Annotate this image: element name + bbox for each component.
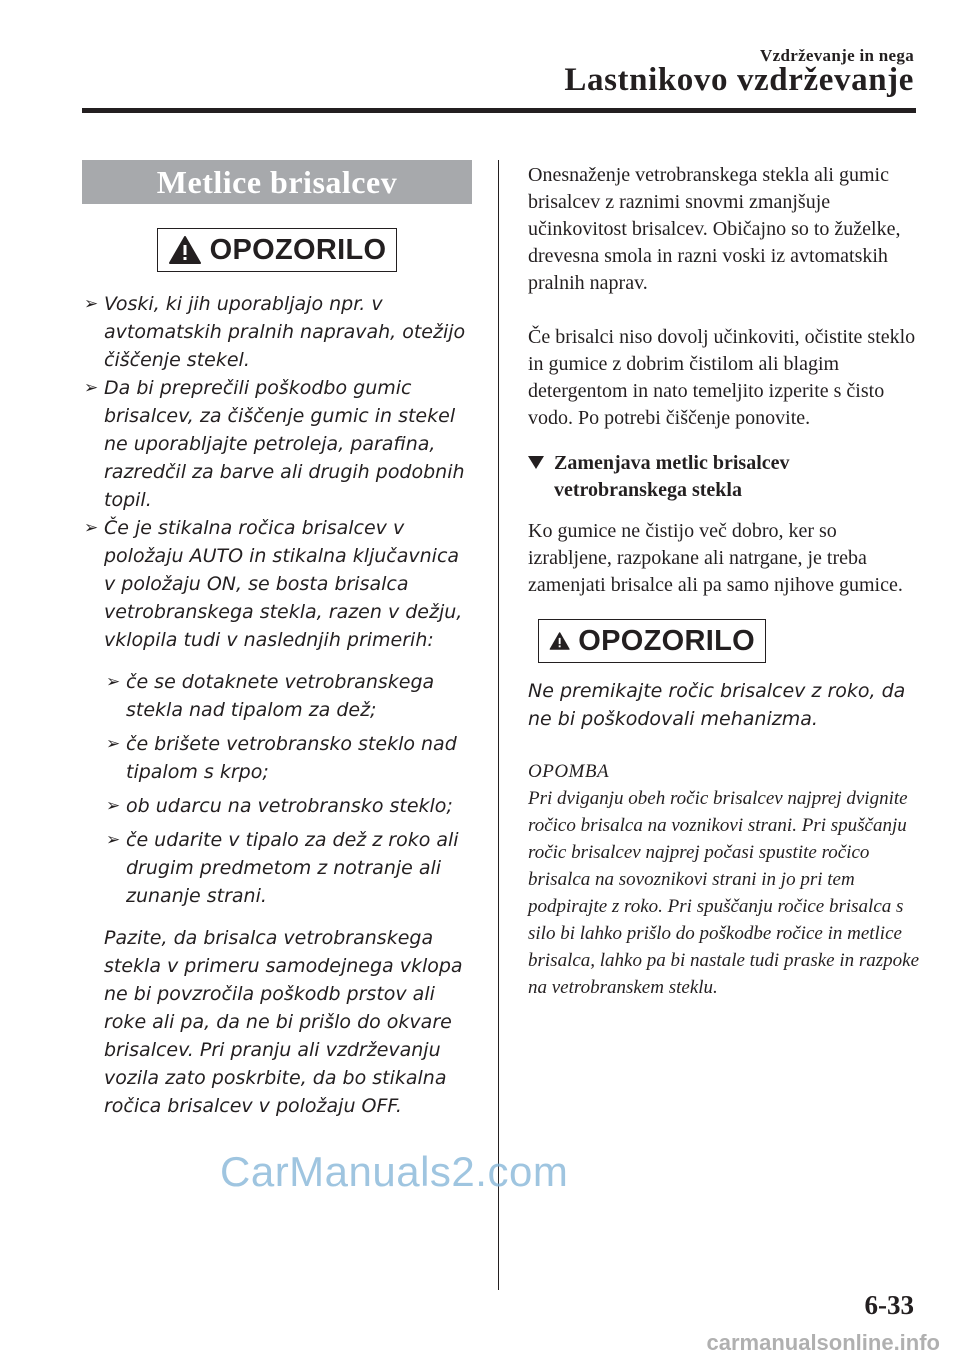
column-divider — [498, 160, 499, 1290]
sub-list-item-text: če brišete vetrobransko steklo nad tipalom s krpo; — [126, 733, 457, 783]
note-text: Pri dviganju obeh ročic brisalcev najprej dvignite ročico brisalca na voznikovi strani. Pri spuščanju ročic brisalcev najprej počasi spustite ročico brisalca na sovoznikovi strani in jo pri tem podpirajte z roko. Pri spuščanju ročice brisalca s silo bi lahko prišlo do poškodbe ročice in metlice brisalca, lahko pa bi nastale tudi praske in razpoke na vetrobranskem steklu. — [528, 788, 920, 998]
arrow-bullet-icon: ➢ — [84, 378, 99, 398]
sub-list-item — [104, 730, 472, 786]
footer-site: carmanualsonline.info — [706, 1330, 940, 1355]
section-title: Metlice brisalcev — [82, 160, 472, 204]
subheading-replacement — [528, 450, 920, 504]
list-item-text: Če je stikalna ročica brisalcev v položaju AUTO in stikalna ključavnica v položaju ON, se bosta brisalca vetrobranskega stekla, razen v dežju, vklopila tudi v naslednjih primerih: — [104, 517, 463, 651]
sub-list-item-text: ob udarcu na vetrobransko steklo; — [126, 795, 453, 817]
arrow-bullet-icon: ➢ — [84, 294, 99, 314]
sub-list-item-text: če se dotaknete vetrobranskega stekla nad tipalom za dež; — [126, 671, 435, 721]
sub-list — [104, 668, 472, 910]
arrow-bullet-icon: ➢ — [106, 796, 121, 816]
arrow-bullet-icon: ➢ — [106, 830, 121, 850]
list-item — [82, 514, 472, 654]
sub-list-item — [104, 668, 472, 724]
page-heading: Lastnikovo vzdrževanje — [564, 62, 914, 98]
list-item — [82, 374, 472, 514]
warning-text: Ne premikajte ročic brisalcev z roko, da ne bi poškodovali mehanizma. — [528, 680, 906, 730]
closing-paragraph: Pazite, da brisalca vetrobranskega stekla v primeru samodejnega vklopa ne bi povzročila poškodb prstov ali roke ali pa, da ne bi prišlo do okvare brisalcev. Pri pranju ali vzdrževanju vozila zato poskrbite, da bo stikalna ročica brisalcev v položaju OFF. — [104, 927, 463, 1117]
arrow-bullet-icon: ➢ — [106, 734, 121, 754]
warning-icon — [168, 235, 202, 265]
arrow-bullet-icon: ➢ — [106, 672, 121, 692]
page-number: 6-33 — [864, 1290, 914, 1320]
warning-icon — [549, 626, 570, 656]
note-title: OPOMBA — [528, 761, 610, 782]
list-item-text: Da bi preprečili poškodbo gumic brisalcev, za čiščenje gumic in stekel ne uporabljajte petroleja, parafina, razredčil za barve ali drugih podobnih topil. — [104, 377, 465, 511]
warning-box — [538, 619, 766, 663]
watermark: CarManuals2.com — [220, 1148, 569, 1195]
sub-list-item — [104, 792, 472, 820]
arrow-bullet-icon: ➢ — [84, 518, 99, 538]
paragraph-contamination: Onesnaženje vetrobranskega stekla ali gumic brisalcev z raznimi snovmi zmanjšuje učinkovitost brisalcev. Običajno so to žuželke, drevesna smola in razni voski iz avtomatskih pralnih naprav. — [528, 164, 901, 294]
paragraph-cleaning: Če brisalci niso dovolj učinkoviti, očistite steklo in gumice z dobrim čistilom ali blagim detergentom in nato temeljito izperite s čisto vodo. Po potrebi čiščenje ponovite. — [528, 326, 916, 429]
triangle-down-icon — [528, 456, 544, 469]
list-item — [82, 290, 472, 374]
paragraph-replacement: Ko gumice ne čistijo več dobro, ker so izrabljene, razpokane ali natrgane, je treba zamenjati brisalce ali pa samo njihove gumice. — [528, 520, 903, 596]
sub-list-item-text: če udarite v tipalo za dež z roko ali drugim predmetom z notranje ali zunanje strani. — [126, 829, 459, 907]
warning-box — [157, 228, 398, 272]
list-item-text: Voski, ki jih uporabljajo npr. v avtomatskih pralnih napravah, otežijo čiščenje stekel. — [104, 293, 466, 371]
warning-label: OPOZORILO — [209, 233, 387, 266]
sub-list-item — [104, 826, 472, 910]
left-column — [82, 160, 472, 1120]
chapter-label: Vzdrževanje in nega — [760, 46, 914, 65]
header-rule — [82, 108, 916, 113]
warning-label: OPOZORILO — [578, 624, 755, 657]
right-column — [528, 162, 920, 1001]
warning-content — [82, 290, 472, 1120]
subheading-text: Zamenjava metlic brisalcev vetrobranskega stekla — [554, 452, 790, 501]
